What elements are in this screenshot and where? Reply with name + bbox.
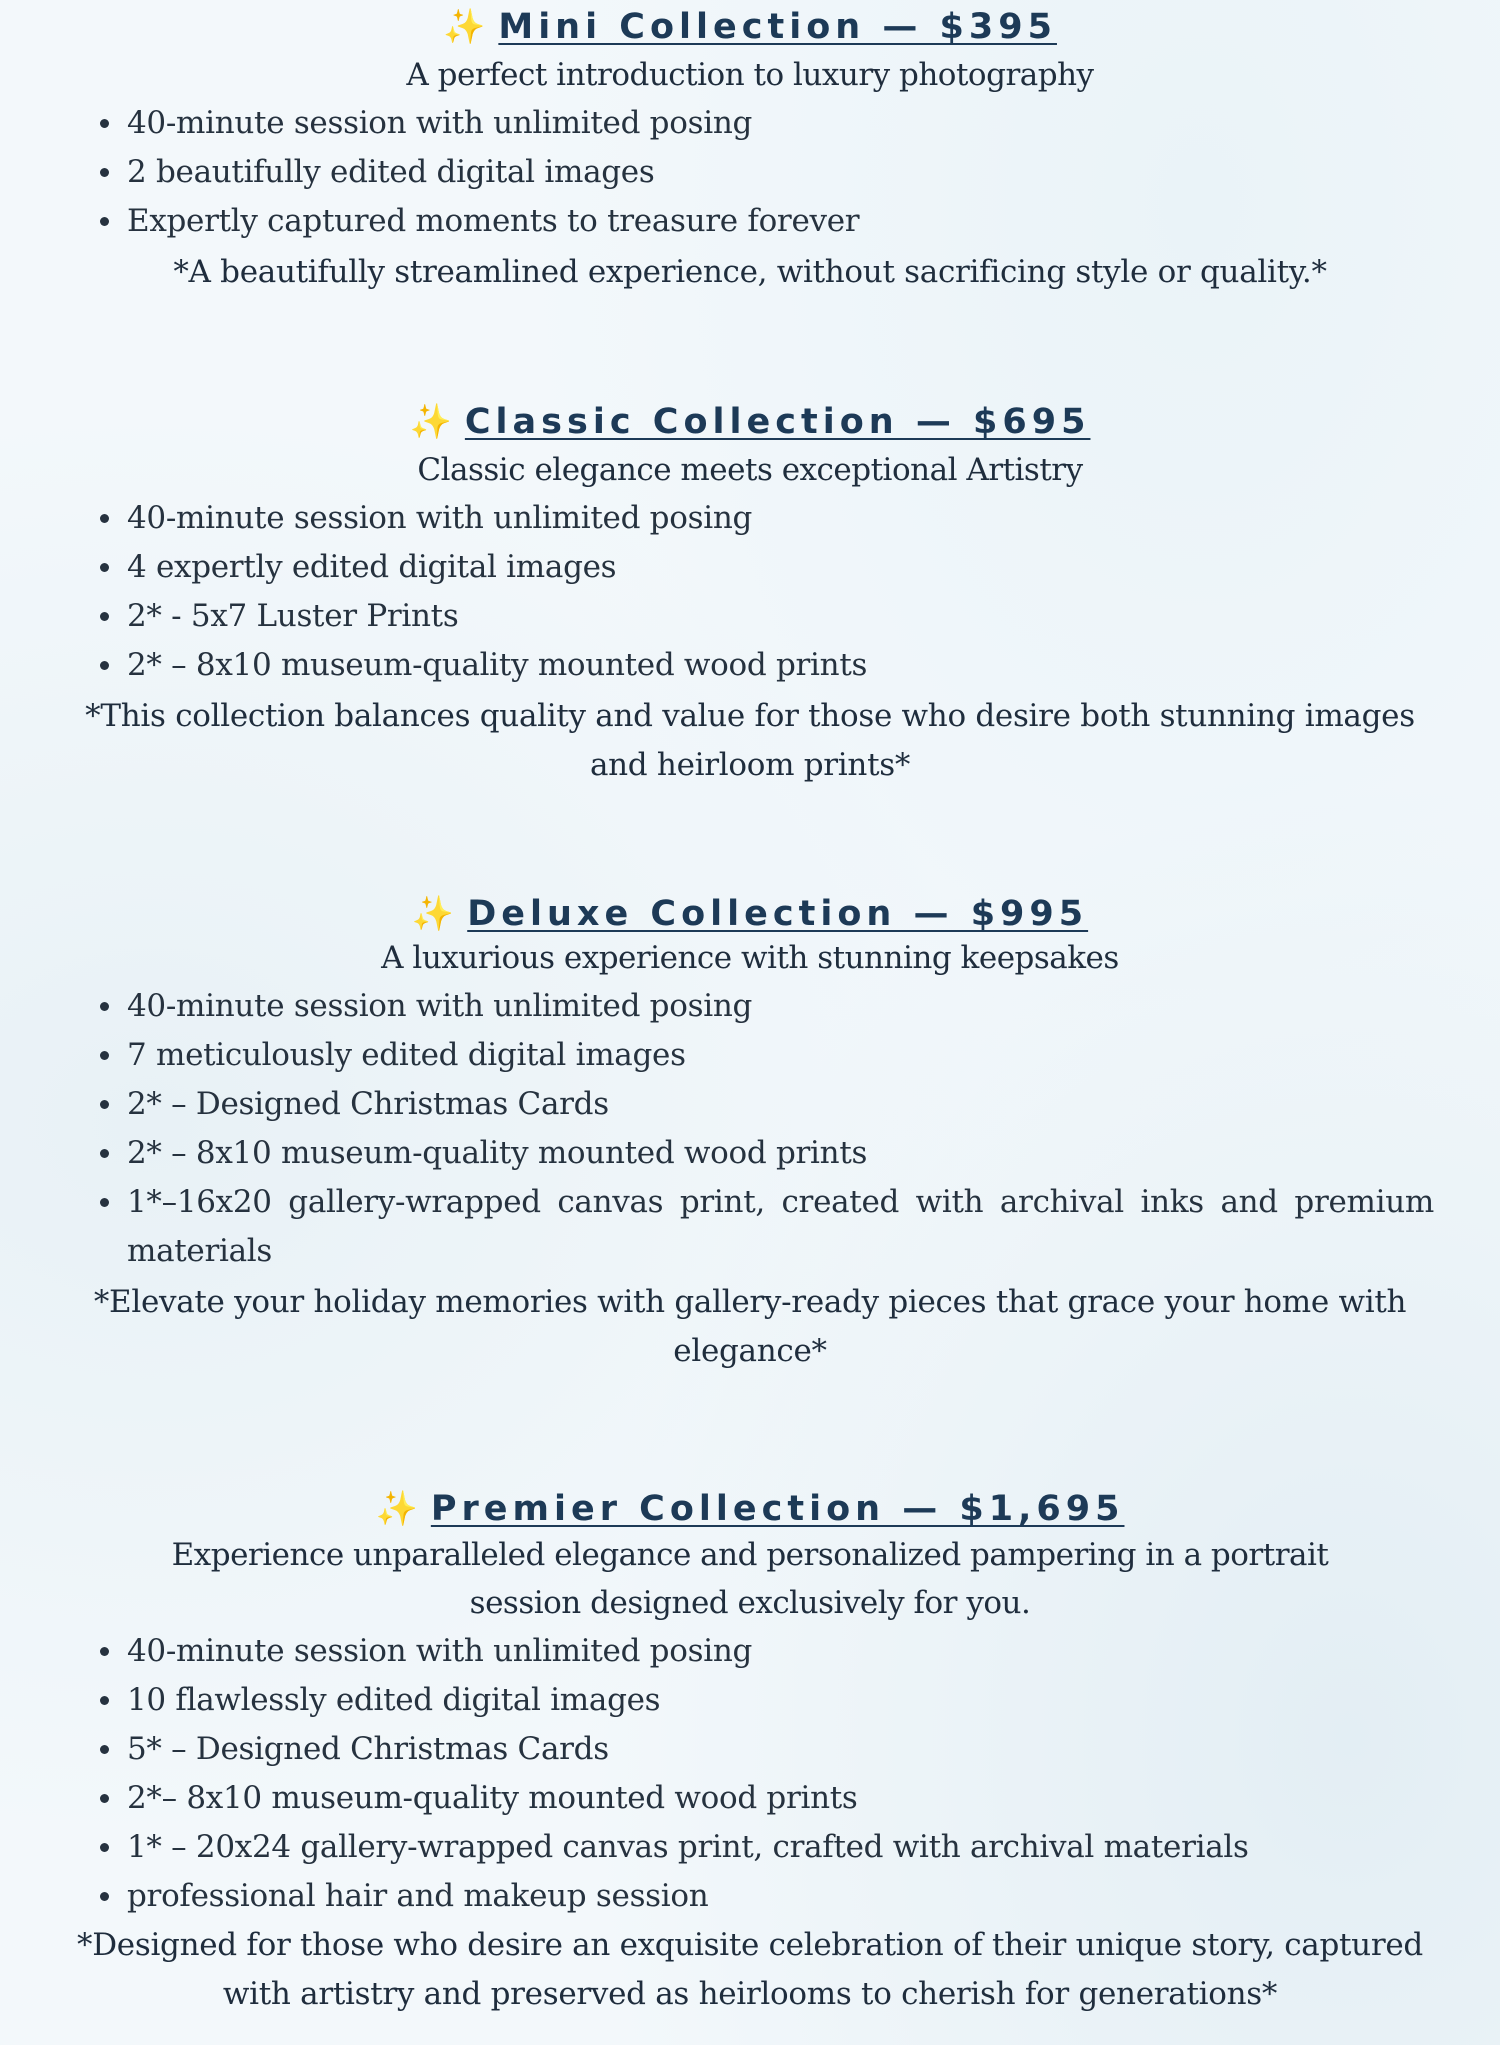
section-subtitle: A perfect introduction to luxury photography [406, 57, 1094, 93]
section-title: ✨ Premier Collection — $1,695 [375, 1489, 1125, 1529]
feature-list [0, 1627, 1500, 1921]
premier-collection [0, 1489, 1500, 2019]
classic-collection [0, 402, 1500, 790]
sparkles-icon: ✨ [443, 7, 491, 47]
list-item: 7 meticulously edited digital images [0, 1031, 1500, 1080]
list-item: 10 flawlessly edited digital images [0, 1676, 1500, 1725]
list-item: 40-minute session with unlimited posing [0, 1627, 1500, 1676]
section-title: ✨ Classic Collection — $695 [409, 402, 1091, 442]
section-title: ✨ Mini Collection — $395 [443, 7, 1057, 47]
list-item: 2* - 5x7 Luster Prints [0, 592, 1500, 641]
feature-list [0, 494, 1500, 690]
sparkles-icon: ✨ [375, 1489, 423, 1529]
section-note: *This collection balances quality and value for those who desire both stunning images and heirloom prints* [85, 698, 1415, 783]
section-note: *Elevate your holiday memories with gallery-ready pieces that grace your home with elegance* [93, 1284, 1407, 1369]
deluxe-collection [0, 894, 1500, 1376]
section-subtitle: Classic elegance meets exceptional Artistry [417, 452, 1083, 488]
section-subtitle: Experience unparalleled elegance and personalized pampering in a portrait session designed exclusively for you. [171, 1537, 1329, 1621]
sparkles-icon: ✨ [411, 894, 460, 934]
section-note: *A beautifully streamlined experience, without sacrificing style or quality.* [173, 254, 1327, 290]
list-item: 2*– 8x10 museum-quality mounted wood prints [0, 1774, 1500, 1823]
list-item: 4 expertly edited digital images [0, 543, 1500, 592]
list-item: professional hair and makeup session [0, 1872, 1500, 1921]
mini-collection [0, 7, 1500, 297]
list-item: 1* – 20x24 gallery-wrapped canvas print, crafted with archival materials [0, 1823, 1500, 1872]
section-title: ✨ Deluxe Collection — $995 [411, 894, 1089, 934]
list-item: 5* – Designed Christmas Cards [0, 1725, 1500, 1774]
section-subtitle: A luxurious experience with stunning keepsakes [381, 940, 1119, 976]
list-item: 2* – 8x10 museum-quality mounted wood prints [0, 1129, 1500, 1178]
list-item: 40-minute session with unlimited posing [0, 494, 1500, 543]
feature-list [0, 982, 1500, 1276]
list-item: 2 beautifully edited digital images [0, 148, 1500, 197]
sparkles-icon: ✨ [409, 402, 457, 442]
list-item: 2* – 8x10 museum-quality mounted wood prints [0, 641, 1500, 690]
list-item: 40-minute session with unlimited posing [0, 99, 1500, 148]
list-item: 1*–16x20 gallery-wrapped canvas print, created with archival inks and premium materials [0, 1178, 1500, 1276]
section-note: *Designed for those who desire an exquisite celebration of their unique story, captured with artistry and preserved as heirlooms to cherish for generations* [77, 1927, 1423, 2012]
list-item: Expertly captured moments to treasure forever [0, 197, 1500, 246]
feature-list [0, 99, 1500, 246]
list-item: 40-minute session with unlimited posing [0, 982, 1500, 1031]
list-item: 2* – Designed Christmas Cards [0, 1080, 1500, 1129]
